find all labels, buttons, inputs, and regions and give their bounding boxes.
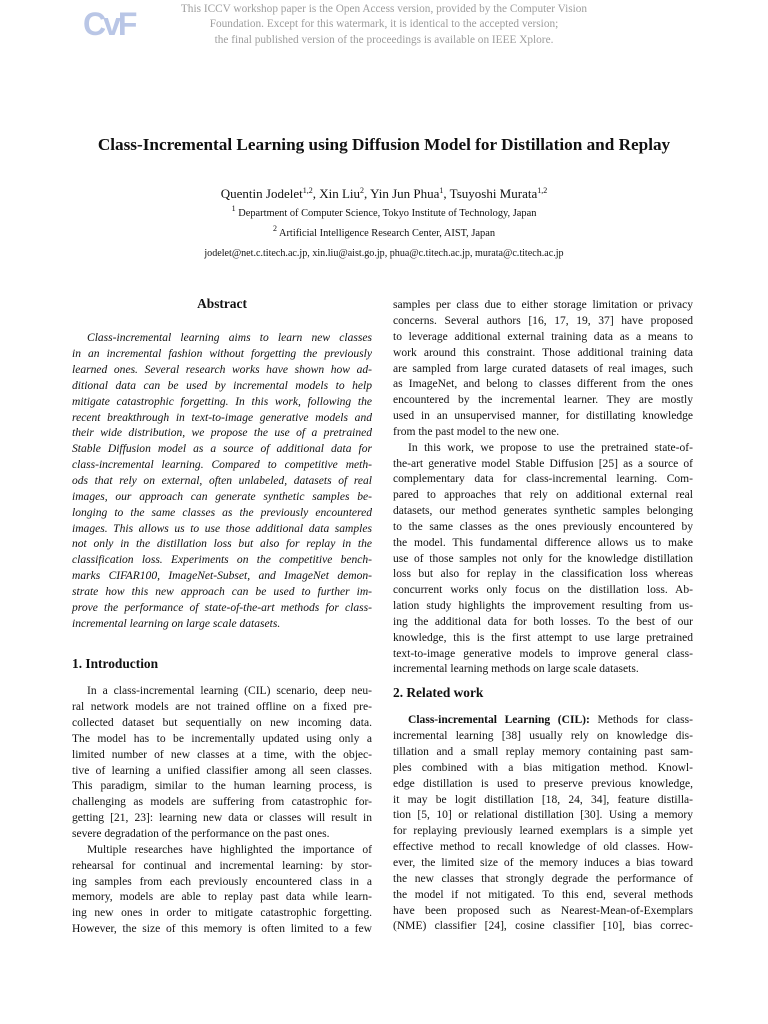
body-line: The model has to be incrementally updated using only a [72, 733, 372, 745]
body-line: complementary data for class-incremental learning. Com- [393, 473, 693, 485]
abstract-line: class-incremental learning. Compared to competitive meth- [72, 459, 372, 471]
body-line: collected dataset but sequentially on new incoming data. [72, 717, 372, 729]
body-line: the new classes that strongly degrade the performance of [393, 873, 693, 885]
body-line: tillation and a small replay memory containing past sam- [393, 746, 693, 758]
paragraph-lead-rest: Methods for class- [589, 714, 693, 726]
author-emails: jodelet@net.c.titech.ac.jp, xin.liu@aist.go.jp, phua@c.titech.ac.jp, murata@c.titech.ac.jp [204, 248, 564, 259]
abstract-line: prove the performance of state-of-the-art methods for class- [72, 602, 372, 614]
body-line: encountered by the incremental learner. They are mostly [393, 394, 693, 406]
body-line: effective method to recall knowledge of old classes. How- [393, 841, 693, 853]
body-line: the model. This fundamental difference allows us to make [393, 537, 693, 549]
body-line: ing new ones in order to mitigate catastrophic forgetting. [72, 907, 372, 919]
body-line: to leverage additional external training data as a means to [393, 331, 693, 343]
abstract-line: images, our approach can generate synthetic samples be- [72, 491, 372, 503]
body-line: loss but also for replay in the classification loss whereas [393, 568, 693, 580]
abstract-line: Class-incremental learning aims to learn new classes [87, 332, 372, 344]
abstract-line: strate how this new approach can be used to further im- [72, 586, 372, 598]
author-affil-sup: 1,2 [302, 186, 313, 195]
author-list [0, 186, 768, 202]
body-line: have been proposed such as Nearest-Mean-of-Exemplars [393, 905, 693, 917]
author-separator: , [312, 186, 320, 201]
abstract-line: marks CIFAR100, ImageNet-Subset, and ImageNet demon- [72, 570, 372, 582]
body-line: are sampled from large curated datasets of real images, such [393, 363, 693, 375]
author-name: Tsuyoshi Murata [449, 186, 538, 201]
body-line: rehearsal for continual and incremental learning: by stor- [72, 860, 372, 872]
body-line: ral network models are not trained offline on a fixed pre- [72, 701, 372, 713]
body-line: used in an unsupervised manner, for distillating knowledge [393, 410, 693, 422]
affiliation-text: Department of Computer Science, Tokyo Institute of Technology, Japan [238, 208, 537, 219]
abstract-line: not only in the distillation loss but also for replay in the [72, 538, 372, 550]
body-line: tive of learning a unified classifier among all seen classes. [72, 765, 372, 777]
author-separator: , [364, 186, 371, 201]
author-name: Yin Jun Phua [370, 186, 440, 201]
abstract-line: incremental learning on large scale datasets. [72, 618, 281, 630]
affiliation-sup: 2 [272, 224, 277, 233]
watermark-line: the final published version of the proceedings is available on IEEE Xplore. [214, 33, 554, 46]
abstract-line: images. This allows us to use those additional data samples [72, 523, 372, 535]
body-line: concerns. Several authors [16, 17, 19, 37] have proposed [393, 315, 693, 327]
section-heading-related-work: 2. Related work [393, 685, 484, 700]
body-line: datasets, our method generates synthetic samples belonging [393, 505, 693, 517]
body-line: ples combined with a bias mitigation method. Knowl- [393, 762, 693, 774]
body-line: the-art generative model Stable Diffusion [25] as a source of [393, 458, 693, 470]
affiliation-sup: 1 [231, 204, 236, 213]
body-line: incremental learning methods on large scale datasets. [393, 663, 639, 675]
affiliation [0, 224, 768, 239]
author-name: Xin Liu [319, 186, 361, 201]
body-line: (NME) classifier [24], cosine classifier [10], bias correc- [393, 920, 693, 932]
cvf-logo-text: CvF [83, 6, 135, 42]
author-affil-sup: 1,2 [537, 186, 548, 195]
abstract-line: ods that rely on external, often unlabeled, datasets of real [72, 475, 372, 487]
abstract-line: learned ones. Several research works have shown how ad- [72, 364, 372, 376]
body-line: as ImageNet, and belong to classes different from the ones [393, 378, 693, 390]
author-separator: , [443, 186, 450, 201]
body-line: from the past model to the new one. [393, 426, 560, 438]
body-line: However, the size of this memory is often limited to a few [72, 923, 372, 935]
author-name: Quentin Jodelet [220, 186, 303, 201]
body-line: lation study highlights the improvement resulting from us- [393, 600, 693, 612]
affiliation-text: Artificial Intelligence Research Center, AIST, Japan [278, 228, 496, 239]
body-line: work around this constraint. Those additional training data [393, 347, 693, 359]
body-line: memory, models are able to replay past data while learn- [72, 891, 372, 903]
abstract-heading: Abstract [197, 296, 247, 311]
body-line: In a class-incremental learning (CIL) scenario, deep neu- [87, 685, 372, 697]
body-line: ever, the limited size of the memory induces a bias toward [393, 857, 693, 869]
watermark-line: Foundation. Except for this watermark, it is identical to the accepted version; [209, 18, 559, 31]
body-line: In this work, we propose to use the pretrained state-of- [408, 442, 693, 454]
abstract-line: their wide distribution, we propose the use of a pretrained [72, 427, 372, 439]
abstract-line: longing to the same classes as the previously encountered [72, 507, 372, 519]
body-line: for replaying previously learned exemplars is a simple yet [393, 825, 693, 837]
body-line: limited number of new classes at a time, with the objec- [72, 749, 372, 761]
watermark-line: This ICCV workshop paper is the Open Access version, provided by the Computer Vision [180, 3, 588, 15]
body-line: severe degradation of the performance on the past ones. [72, 828, 330, 840]
author-affil-sup: 2 [360, 186, 365, 195]
abstract-line: Stable Diffusion model as a source of additional data for [72, 443, 372, 455]
body-line: to the same classes as the ones previously encountered by [393, 521, 693, 533]
body-line: pared to approaches that rely on additional external real [393, 489, 693, 501]
body-line: challenging as models are suffering from catastrophic for- [72, 796, 372, 808]
paper-title: Class-Incremental Learning using Diffusion Model for Distillation and Replay [97, 135, 671, 154]
abstract-line: mitigate catastrophic forgetting. In this work, following the [72, 396, 372, 408]
body-line: concurrent works only focus on the distillation loss. Ab- [393, 584, 693, 596]
cvf-logo [83, 4, 143, 42]
body-line: incremental learning [38] usually rely on knowledge dis- [393, 730, 693, 742]
paragraph-lead: Class-incremental Learning (CIL): [408, 714, 590, 726]
abstract-line: classification loss. Experiments on the competitive bench- [72, 554, 372, 566]
abstract-line: recent breakthrough in text-to-image generative models and [72, 412, 372, 424]
body-line: the model if not mitigated. To this end, several methods [393, 889, 693, 901]
body-line: Multiple researches have highlighted the importance of [87, 844, 372, 856]
body-line: knowledge, this is the first attempt to use large pretrained [393, 632, 693, 644]
body-line [408, 713, 693, 729]
body-line: ing samples from each previously encountered class in a [72, 876, 372, 888]
body-line: it may be logit distillation [18, 24, 34], feature distilla- [393, 794, 693, 806]
body-line: samples per class due to either storage limitation or privacy [393, 299, 693, 311]
section-heading-introduction: 1. Introduction [72, 656, 159, 671]
body-line: This paradigm, similar to the human learning process, is [72, 780, 372, 792]
body-line: ing the additional data for both losses. To the best of our [393, 616, 693, 628]
body-line: tion [5, 10] or relational distillation [30]. Using a memory [393, 809, 693, 821]
watermark [150, 2, 618, 48]
body-line: use of those samples not only for the knowledge distillation [393, 553, 693, 565]
abstract-line: in an incremental fashion without forgetting the previously [72, 348, 372, 360]
author-affil-sup: 1 [439, 186, 444, 195]
body-line: getting [21, 23]: learning new data or classes will result in [72, 812, 372, 824]
abstract-line: ditional data can be used by incremental models to help [72, 380, 372, 392]
body-line: edge distillation is used to preserve previous knowledge, [393, 778, 693, 790]
affiliation [0, 204, 768, 219]
body-line: text-to-image generative models to improve general class- [393, 648, 693, 660]
